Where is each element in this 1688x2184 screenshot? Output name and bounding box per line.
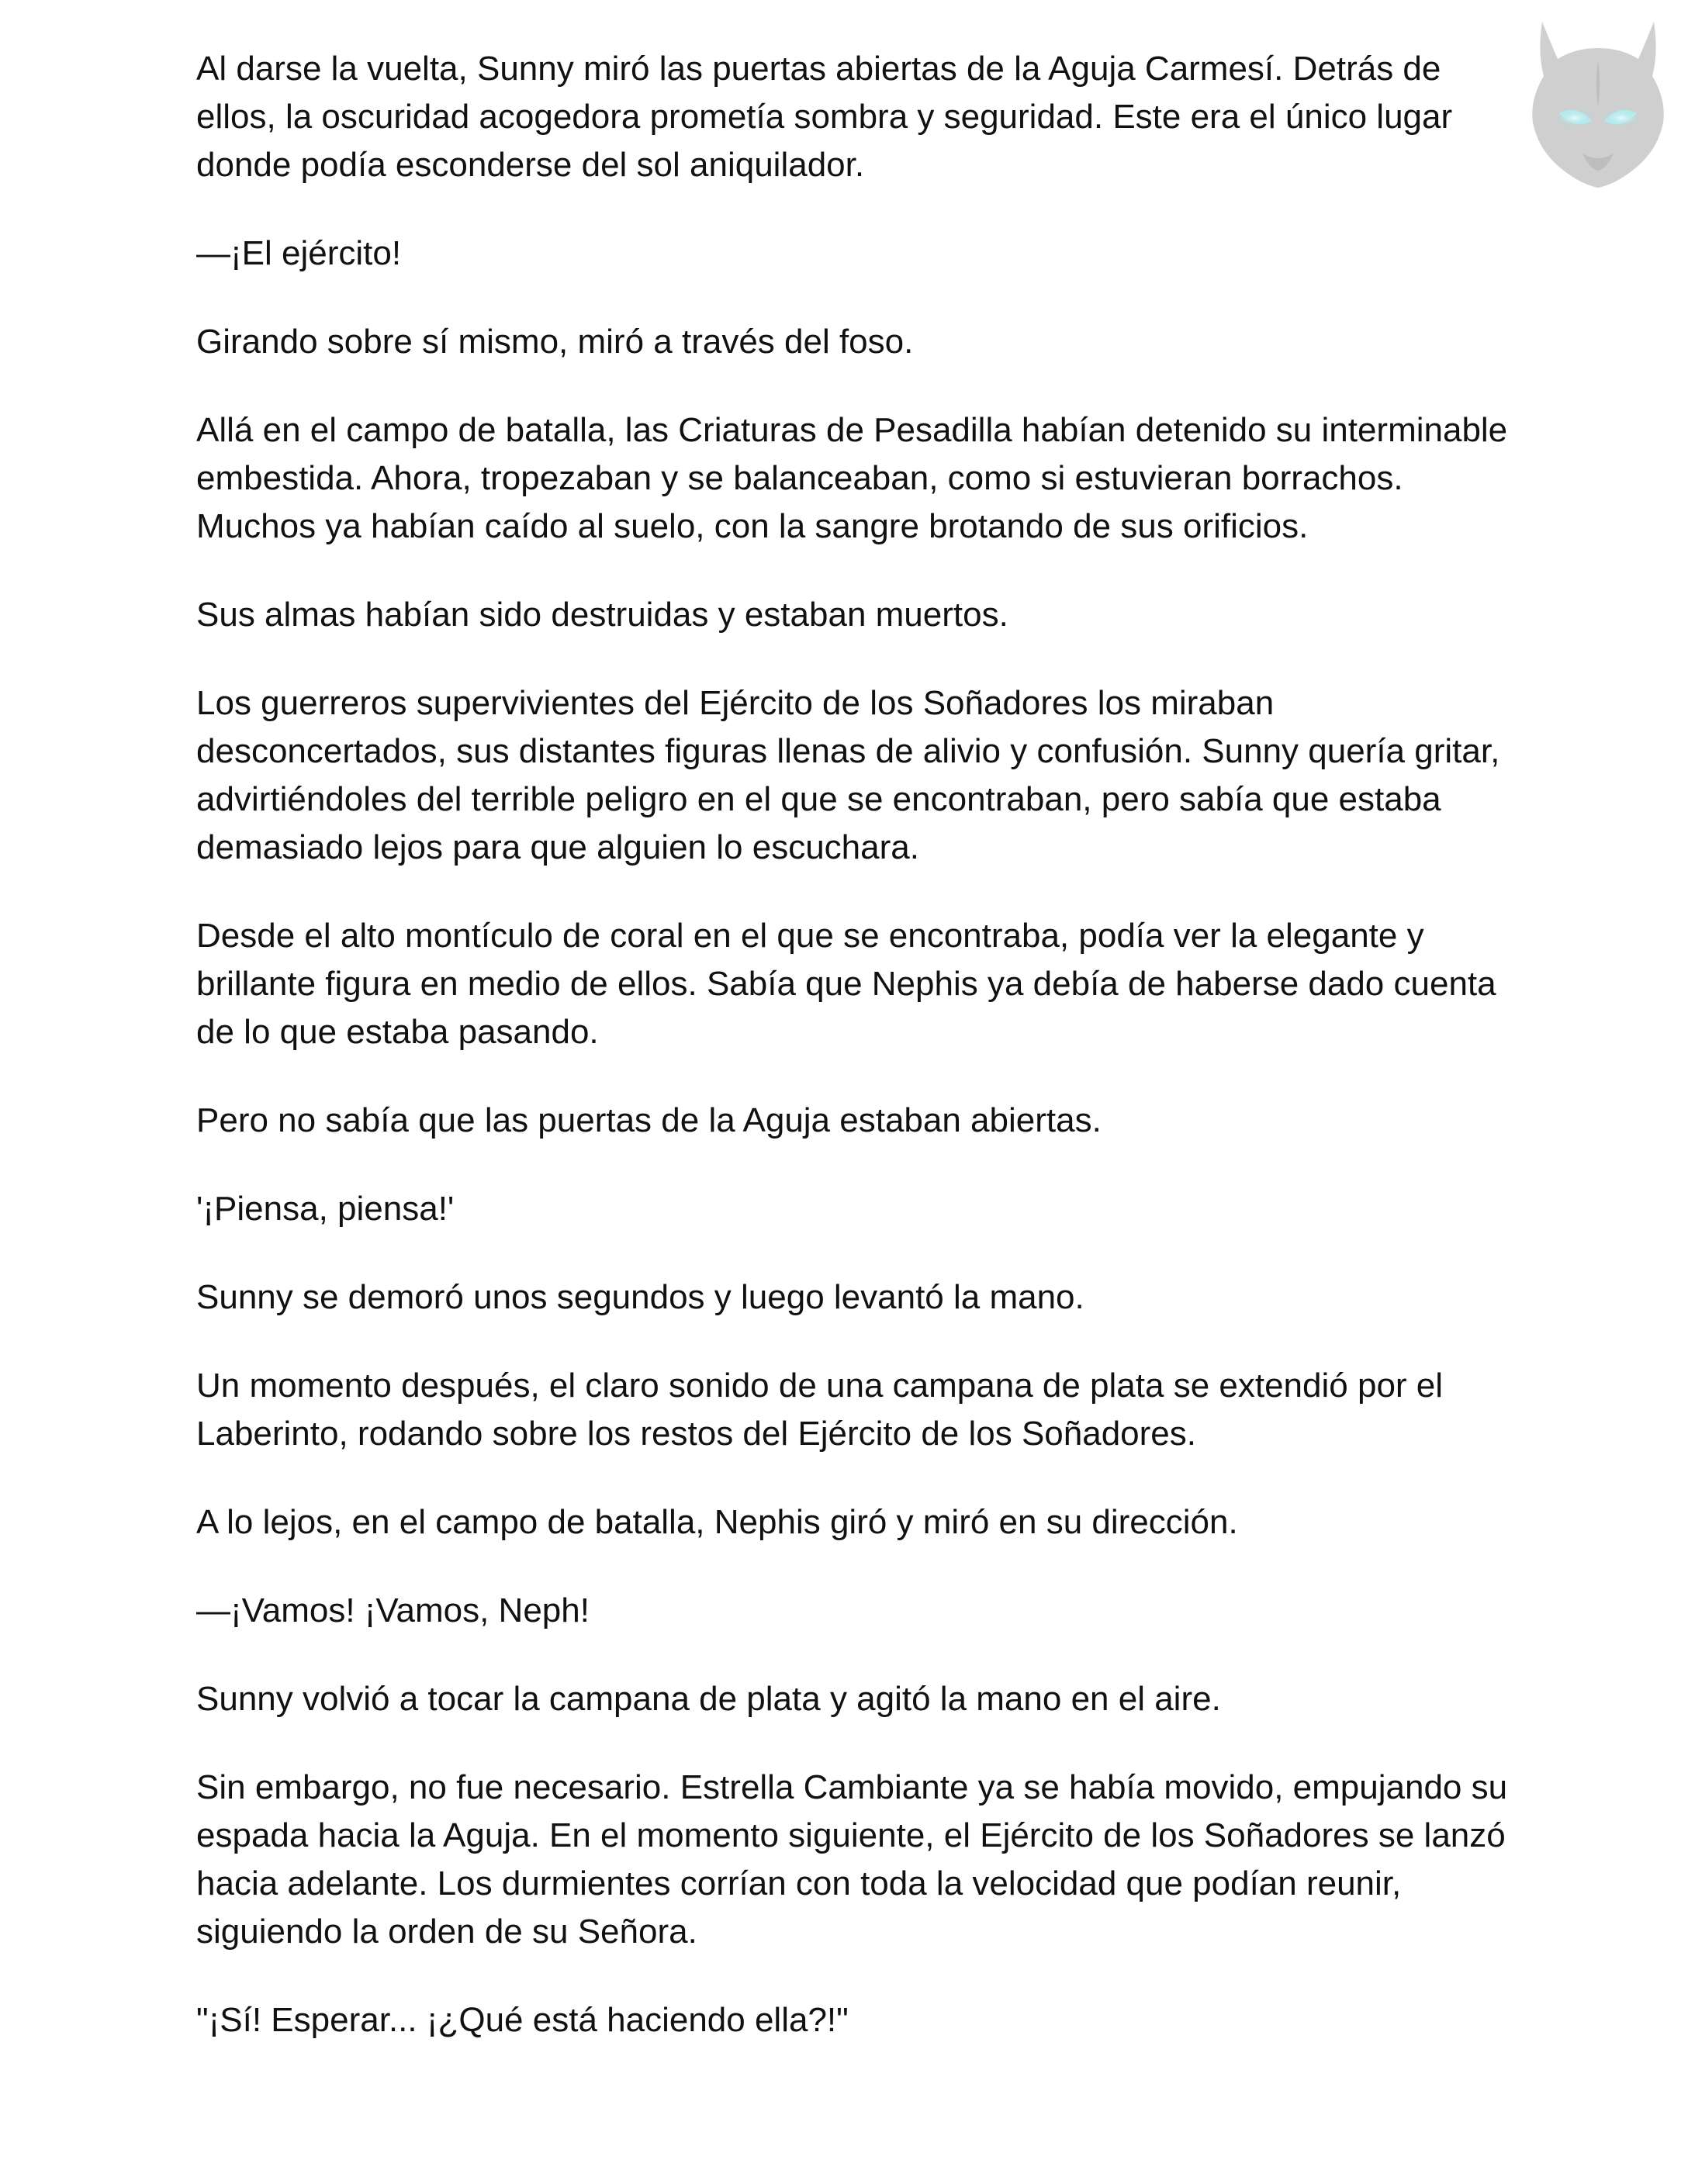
paragraph: Sunny se demoró unos segundos y luego levantó la mano. bbox=[196, 1278, 1084, 1316]
paragraph: '¡Piensa, piensa!' bbox=[196, 1190, 455, 1228]
paragraph: Al darse la vuelta, Sunny miró las puertas abiertas de la Aguja Carmesí. Detrás de ellos, la oscuridad acogedora prometía sombra y seguridad. Este era el único lugar donde podía esconderse del sol aniquilador. bbox=[196, 50, 1453, 184]
paragraph: —¡El ejército! bbox=[196, 234, 402, 272]
paragraph: Girando sobre sí mismo, miró a través del foso. bbox=[196, 323, 914, 361]
paragraph: Desde el alto montículo de coral en el que se encontraba, podía ver la elegante y brillante figura en medio de ellos. Sabía que Nephis ya debía de haberse dado cuenta de lo que estaba pasando. bbox=[196, 917, 1496, 1051]
paragraph: Sunny volvió a tocar la campana de plata y agitó la mano en el aire. bbox=[196, 1680, 1221, 1718]
paragraph: Sin embargo, no fue necesario. Estrella Cambiante ya se había movido, empujando su espada hacia la Aguja. En el momento siguiente, el Ejército de los Soñadores se lanzó hacia adelante. Los durmientes corrían con toda la velocidad que podían reunir, siguiendo la orden de su Señora. bbox=[196, 1768, 1508, 1951]
paragraph: "¡Sí! Esperar... ¡¿Qué está haciendo ella?!" bbox=[196, 2001, 849, 2039]
paragraph: Los guerreros supervivientes del Ejército de los Soñadores los miraban desconcertados, sus distantes figuras llenas de alivio y confusión. Sunny quería gritar, advirtiéndoles del terrible peligro en el que se encontraban, pero sabía que estaba demasiado lejos para que alguien lo escuchara. bbox=[196, 684, 1500, 866]
paragraph: Allá en el campo de batalla, las Criaturas de Pesadilla habían detenido su interminable embestida. Ahora, tropezaban y se balanceaban, como si estuvieran borrachos. Muchos ya habían caído al suelo, con la sangre brotando de sus orificios. bbox=[196, 411, 1508, 545]
paragraph: Sus almas habían sido destruidas y estaban muertos. bbox=[196, 596, 1008, 634]
paragraph: Un momento después, el claro sonido de una campana de plata se extendió por el Laberinto, rodando sobre los restos del Ejército de los Soñadores. bbox=[196, 1367, 1444, 1453]
demon-mask-logo-icon bbox=[1520, 14, 1676, 192]
document-body bbox=[196, 45, 1515, 2085]
paragraph: —¡Vamos! ¡Vamos, Neph! bbox=[196, 1591, 590, 1629]
paragraph: A lo lejos, en el campo de batalla, Nephis giró y miró en su dirección. bbox=[196, 1503, 1238, 1541]
paragraph: Pero no sabía que las puertas de la Aguja estaban abiertas. bbox=[196, 1101, 1102, 1139]
